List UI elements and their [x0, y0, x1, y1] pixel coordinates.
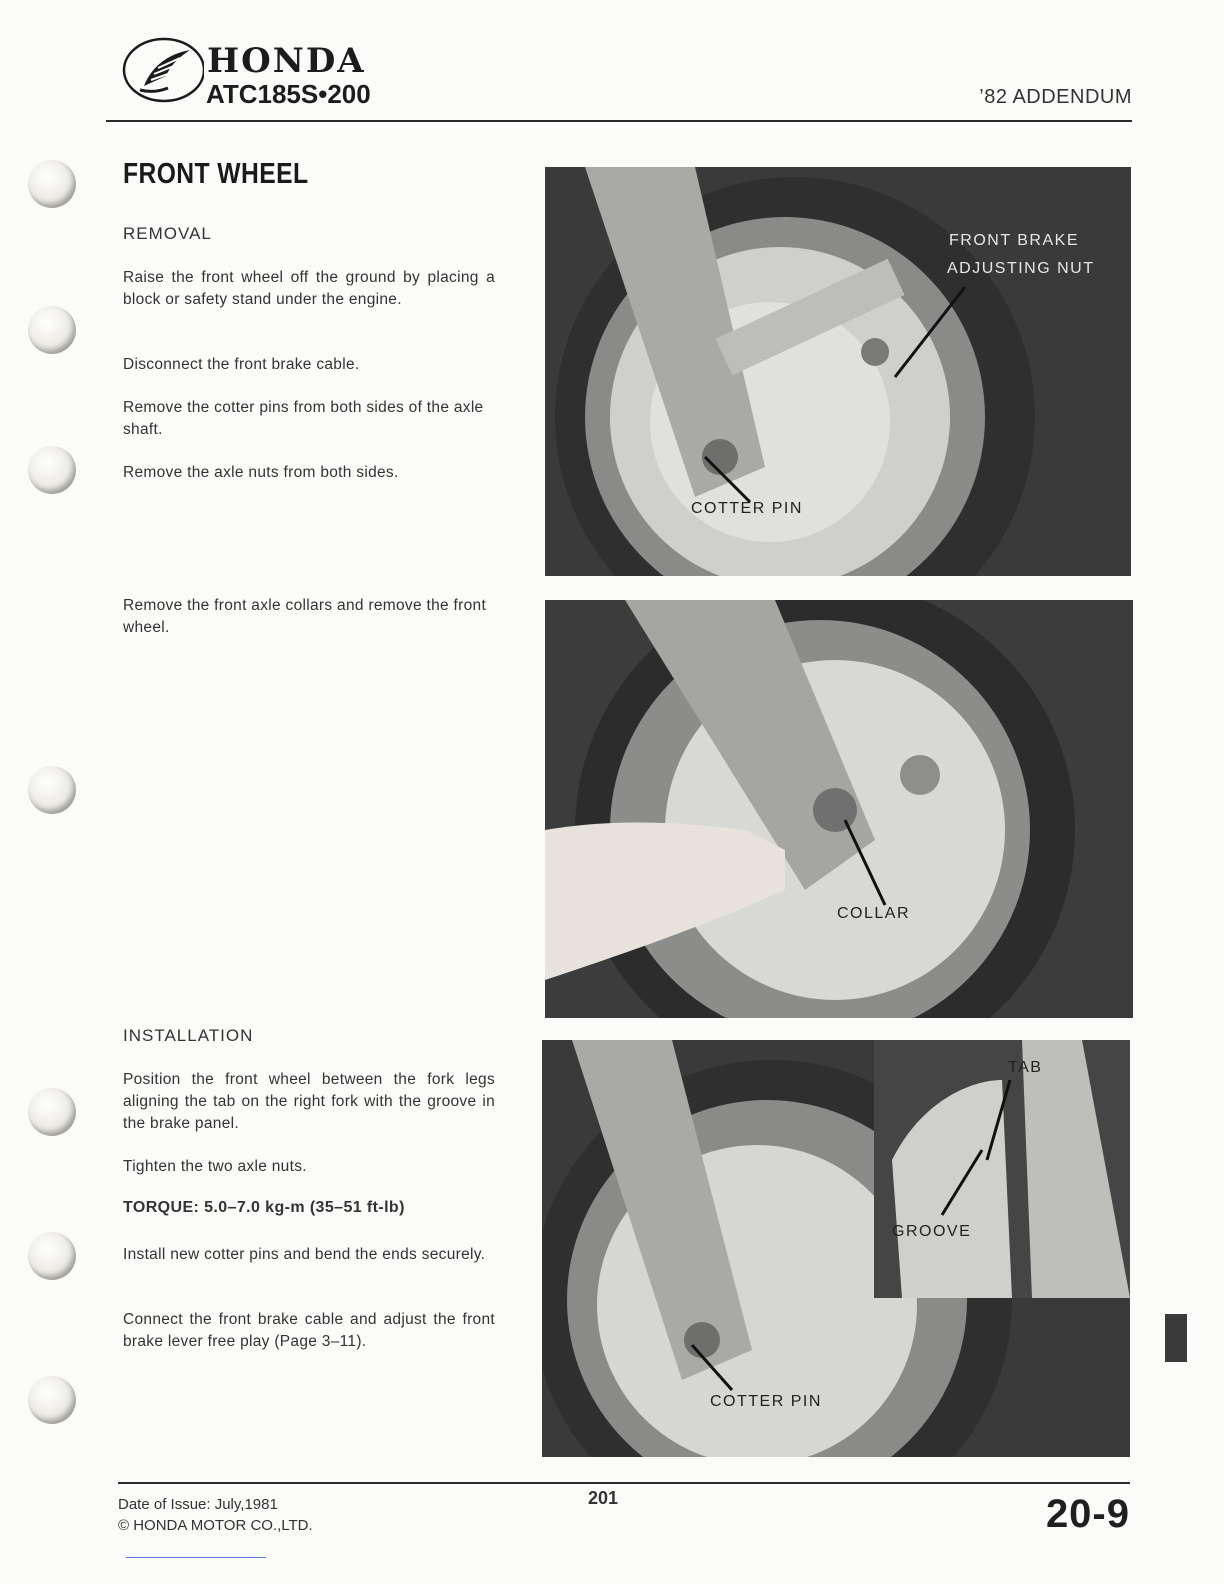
photo-label: COTTER PIN	[691, 500, 803, 517]
page-number: 201	[588, 1488, 619, 1508]
installation-step: Position the front wheel between the fork legs aligning the tab on the right fork with the groove in the brake panel.	[123, 1071, 495, 1132]
copyright: © HONDA MOTOR CO.,LTD.	[118, 1517, 313, 1534]
installation-heading: INSTALLATION	[123, 1026, 254, 1045]
header-rule	[106, 120, 1132, 122]
chapter-page: 20-9	[1045, 1492, 1130, 1536]
binder-hole	[28, 1376, 76, 1424]
photo-label: COLLAR	[837, 905, 911, 922]
photo-label: COTTER PIN	[710, 1393, 822, 1410]
photo-brake-adjusting-nut	[545, 167, 1131, 576]
issue-date: Date of Issue: July,1981	[118, 1496, 278, 1513]
photo-axle-collar	[545, 600, 1133, 1018]
binder-hole	[28, 1088, 76, 1136]
removal-step: Raise the front wheel off the ground by placing a block or safety stand under the engine.	[123, 269, 495, 308]
installation-step: Tighten the two axle nuts.	[123, 1158, 307, 1175]
photo-label: TAB	[1008, 1059, 1043, 1076]
torque-spec: TORQUE: 5.0–7.0 kg-m (35–51 ft-lb)	[123, 1199, 405, 1216]
issue-info	[118, 1494, 313, 1536]
addendum-label: ’82 ADDENDUM	[979, 86, 1132, 108]
removal-step: Remove the front axle collars and remove the front wheel.	[123, 597, 487, 636]
section-title: FRONT WHEEL	[123, 158, 309, 190]
photo-label: ADJUSTING NUT	[947, 260, 1095, 277]
removal-step: Remove the cotter pins from both sides of the axle shaft.	[123, 399, 484, 438]
binder-hole	[28, 766, 76, 814]
photo-label: FRONT BRAKE	[949, 232, 1079, 249]
binder-hole	[28, 306, 76, 354]
model-name: ATC185S•200	[206, 79, 371, 109]
removal-step: Disconnect the front brake cable.	[123, 356, 360, 373]
footer-rule	[118, 1482, 1130, 1484]
removal-heading: REMOVAL	[123, 224, 212, 243]
binder-hole	[28, 1232, 76, 1280]
binder-hole	[28, 160, 76, 208]
removal-step: Remove the axle nuts from both sides.	[123, 464, 399, 481]
installation-step: Connect the front brake cable and adjust the front brake lever free play (Page 3–11).	[123, 1311, 495, 1350]
photo-tab-groove	[542, 1040, 1130, 1457]
binder-hole	[28, 446, 76, 494]
scan-artifact-line	[126, 1557, 266, 1558]
photo-label: GROOVE	[892, 1223, 972, 1240]
brand-name: HONDA	[207, 41, 366, 81]
honda-wing-logo-icon	[118, 36, 204, 104]
installation-step: Install new cotter pins and bend the ends securely.	[123, 1246, 486, 1263]
section-tab-marker	[1165, 1314, 1187, 1362]
